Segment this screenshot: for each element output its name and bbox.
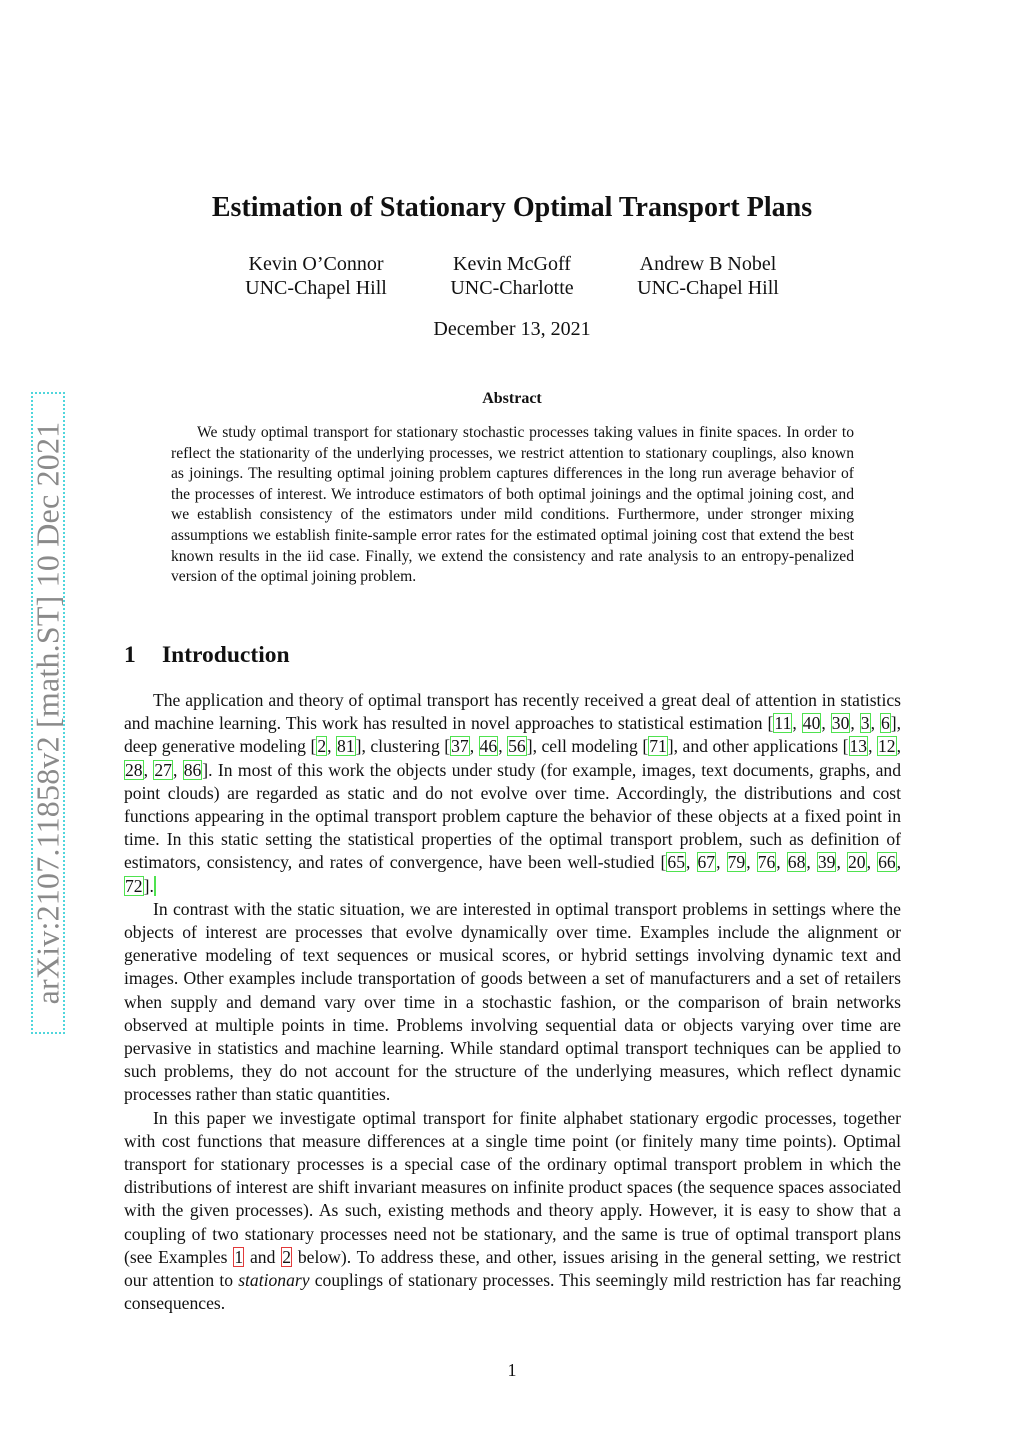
- text-run: ], deep generative modeling [: [124, 713, 902, 757]
- text-run: ,: [806, 852, 817, 873]
- text-run: ], cell modeling [: [526, 736, 649, 757]
- text-run: ,: [469, 736, 479, 757]
- text-run: ,: [868, 736, 877, 757]
- text-run: In this paper we investigate optimal transport for finite alphabet stationary ergodic processes, together with cost functions that measure differences at a single time point (or finitely many time points). Optimal transport for stationary processes is a special case of the ordinary optimal transport problem in which the distributions of interest are shift invariant measures on infinite product spaces (the sequence spaces associated with the given processes). As such, existing methods and theory apply. However, it is easy to show that a coupling of two stationary processes need not be stationary, and the same is true of optimal transport plans (see Examples: [124, 1107, 901, 1267]
- author-name: Kevin McGoff: [453, 253, 571, 275]
- citation-link[interactable]: 65: [667, 852, 685, 873]
- text-run: ,: [870, 713, 880, 734]
- text-run: ,: [498, 736, 508, 757]
- section-heading: [124, 642, 290, 669]
- intro-body: [124, 689, 901, 1315]
- citation-link[interactable]: 71: [649, 736, 667, 757]
- citation-link[interactable]: 66: [878, 852, 896, 873]
- author-block-2: [412, 252, 612, 300]
- citation-link[interactable]: 30: [831, 713, 850, 734]
- abstract-text: We study optimal transport for stationary stochastic processes taking values in finite spaces. In order to reflect the stationarity of the underlying processes, we restrict attention to stationary couplings, also known as joinings. The resulting optimal joining problem captures differences in the long run average behavior of the processes of interest. We introduce estimators of both optimal joinings and the optimal joining cost, and we establish consistency of the estimators under mild conditions. Furthermore, under stronger mixing assumptions we establish finite-sample error rates for the estimated optimal joining cost that extend the best known results in the iid case. Finally, we extend the consistency and rate analysis to an entropy-penalized version of the optimal joining problem.: [171, 424, 854, 586]
- citation-link[interactable]: 40: [802, 713, 821, 734]
- page-number: 1: [507, 1360, 517, 1380]
- abstract-heading: Abstract: [482, 390, 542, 407]
- arxiv-stamp[interactable]: [31, 392, 65, 1034]
- author-affiliation: UNC-Chapel Hill: [245, 277, 387, 299]
- text-run: ,: [896, 852, 902, 873]
- text-run: ]. In most of this work the objects under study (for example, images, text documents, graphs, and point clouds) are regarded as static and do not evolve over time. Accordingly, the distributions and cost functions appearing in the optimal transport problem capture the behavior of these objects at a fixed point in time. In this static setting the statistical properties of the optimal transport problem, such as definition of estimators, consistency, and rates of convergence, have been well-studied [: [124, 759, 902, 873]
- section-number: 1: [124, 642, 136, 668]
- text-run: The application and theory of optimal transport has recently received a great deal of attention in statistics and machine learning. This work has resulted in novel approaches to statistical estimation [: [124, 690, 901, 734]
- text-run: ,: [792, 713, 802, 734]
- citation-link[interactable]: 46: [479, 736, 498, 757]
- text-run: below). To address these, and other, issues arising in the general setting, we restrict our attention to: [124, 1246, 901, 1291]
- citation-link[interactable]: 39: [817, 852, 836, 873]
- citation-link[interactable]: 2: [317, 736, 327, 757]
- text-run: ,: [776, 852, 787, 873]
- text-run: ,: [746, 852, 757, 873]
- citation-link[interactable]: 67: [697, 852, 716, 873]
- text-run: ,: [821, 713, 831, 734]
- citation-link[interactable]: [154, 876, 156, 896]
- text-run: ,: [896, 736, 901, 757]
- author-name: Kevin O’Connor: [248, 253, 384, 275]
- citation-link[interactable]: 76: [757, 852, 776, 873]
- citation-link[interactable]: 37: [451, 736, 469, 757]
- text-run: ,: [686, 852, 697, 873]
- citation-link[interactable]: 11: [774, 713, 792, 734]
- citation-link[interactable]: 3: [860, 713, 870, 734]
- paragraph-1: [124, 689, 901, 898]
- citation-link[interactable]: 20: [847, 852, 866, 873]
- paper-title: Estimation of Stationary Optimal Transport Plans: [211, 192, 813, 223]
- author-block-1: [216, 252, 416, 300]
- text-run: ], and other applications [: [667, 736, 849, 757]
- text-run: ,: [327, 736, 337, 757]
- citation-link[interactable]: 28: [125, 759, 143, 780]
- citation-link[interactable]: 81: [337, 736, 355, 757]
- arxiv-stamp-text: arXiv:2107.11858v2 [math.ST] 10 Dec 2021: [29, 421, 66, 1005]
- text-run: ,: [836, 852, 847, 873]
- citation-link[interactable]: 6: [880, 713, 890, 734]
- author-name: Andrew B Nobel: [639, 253, 777, 275]
- text-run: ,: [850, 713, 860, 734]
- citation-link[interactable]: 56: [508, 736, 526, 757]
- text-run: ,: [866, 852, 878, 873]
- text-run: ].: [143, 875, 154, 896]
- author-block-3: [608, 252, 808, 300]
- author-affiliation: UNC-Charlotte: [450, 277, 574, 299]
- text-run: ,: [172, 759, 183, 780]
- citation-link[interactable]: 12: [878, 736, 896, 757]
- text-run: ,: [143, 759, 154, 780]
- citation-link[interactable]: 72: [125, 875, 143, 896]
- example-link[interactable]: 1: [234, 1246, 244, 1267]
- paragraph-2: In contrast with the static situation, we are interested in optimal transport problems in settings where the objects of interest are processes that evolve dynamically over time. Examples include the alignment or generative modeling of text sequences or musical scores, or hybrid settings involving dynamic text and images. Other examples include transportation of goods between a set of manufacturers and a set of retailers when supply and demand vary over time in a stochastic fashion, or the comparison of brain networks observed at multiple points in time. Problems involving sequential data or objects varying over time are pervasive in statistics and machine learning. While standard optimal transport techniques can be applied to such problems, they do not account for the structure of the underlying measures, which reflect dynamic processes rather than static quantities.: [124, 898, 901, 1105]
- paper-date: December 13, 2021: [433, 318, 591, 340]
- text-run: ,: [716, 852, 727, 873]
- text-run: couplings of stationary processes. This seemingly mild restriction has far reaching consequences.: [124, 1270, 901, 1314]
- citation-link[interactable]: 13: [849, 736, 868, 757]
- paragraph-3: [124, 1107, 901, 1316]
- section-title: Introduction: [162, 642, 290, 668]
- emphasis-text: stationary: [238, 1270, 310, 1291]
- citation-link[interactable]: 86: [183, 759, 202, 780]
- example-link[interactable]: 2: [282, 1246, 292, 1267]
- text-run: ], clustering [: [355, 736, 451, 757]
- citation-link[interactable]: 27: [154, 759, 172, 780]
- citation-link[interactable]: 68: [787, 852, 806, 873]
- citation-link[interactable]: 79: [727, 852, 746, 873]
- text-run: and: [244, 1246, 282, 1267]
- author-affiliation: UNC-Chapel Hill: [637, 277, 779, 299]
